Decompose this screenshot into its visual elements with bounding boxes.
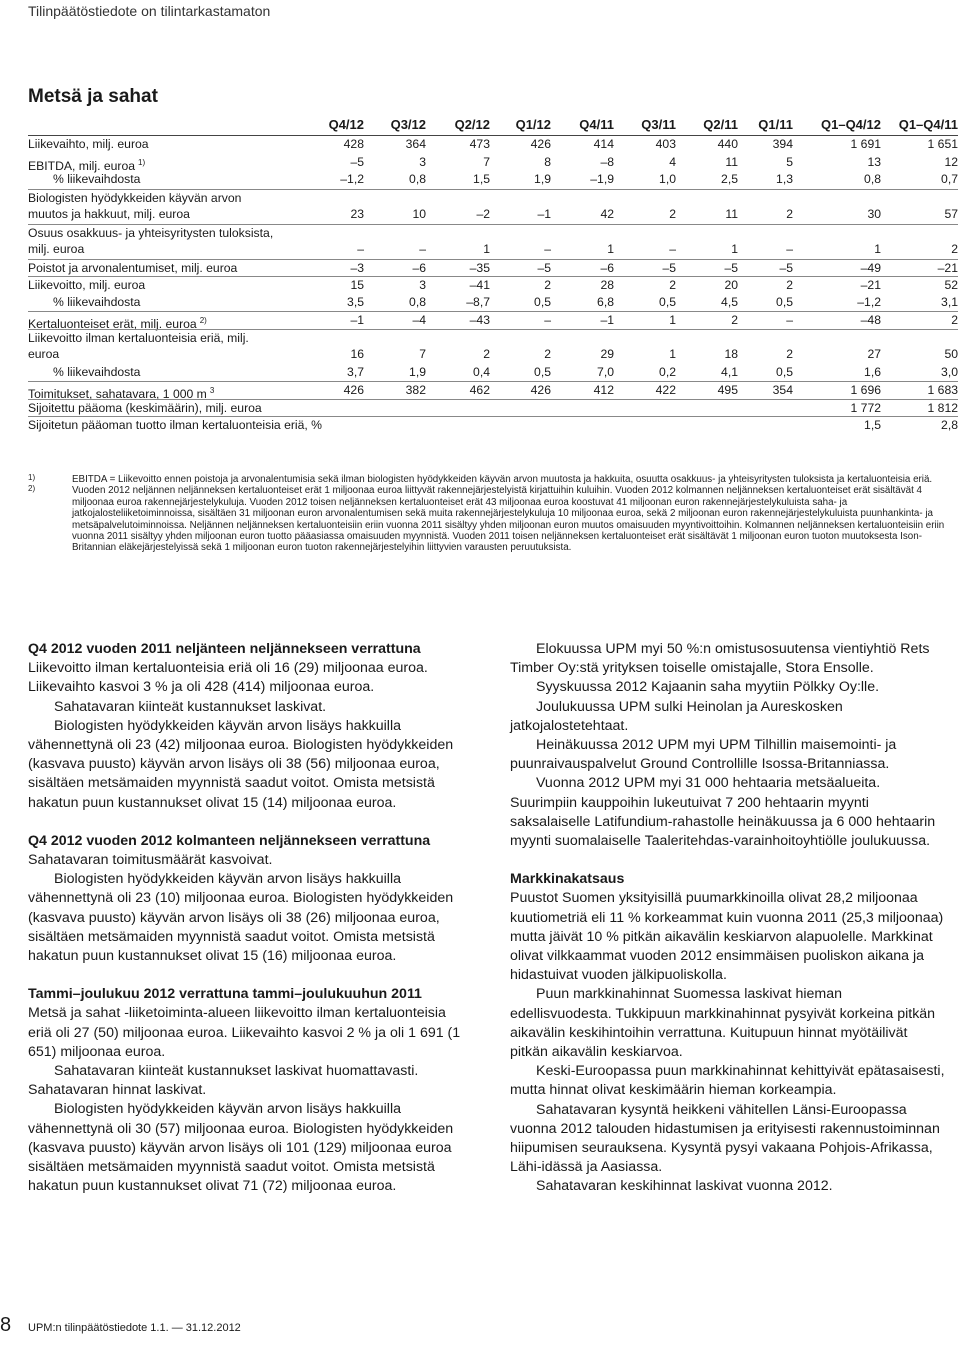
footnotes [28,474,958,554]
table-cell: 1 696 [850,383,881,397]
table-cell: 1 [874,242,881,256]
table-cell: 382 [405,383,426,397]
row-label: % liikevaihdosta [53,294,141,309]
row-label: muutos ja hakkuut, milj. euroa [28,207,190,221]
table-cell: 495 [717,383,738,397]
table-cell: –5 [724,260,738,275]
table-cell: 0,5 [776,294,793,309]
table-cell: 0,8 [864,172,881,186]
table-cell: –49 [860,260,881,275]
table-row [28,329,958,347]
table-row [28,346,958,364]
row-label: Sijoitettu pääoma (keskimäärin), milj. euroa [28,400,262,415]
table-cell: 4,1 [721,364,738,379]
paragraph: Metsä ja sahat -liiketoiminta-alueen liikevoitto ilman kertaluonteisia eriä oli 27 (50) miljoonaa euroa. Liikevaihto kasvoi 2 % ja oli 1 691 (1 651) miljoonaa euroa. [28,1005,461,1060]
table-cell: –8,7 [466,294,490,309]
table-cell: 16 [350,347,364,361]
table-row [28,364,958,382]
row-label: milj. euroa [28,242,85,256]
section-heading: Q4 2012 vuoden 2012 kolmanteen neljännekseen verrattuna [28,832,431,849]
row-label: % liikevaihdosta [53,172,141,186]
table-cell: –5 [662,260,676,275]
paragraph: Biologisten hyödykkeiden käyvän arvon lisäys hakkuilla vähennettynä oli 30 (57) miljoonaa euroa. Biologisten hyödykkeiden (kasvava puusto) käyvän arvon lisäys oli 101 (129) miljoonaa euroa sisältäen metsämaiden myynnistä saadut voitot. Omista metsistä hakatun puun kustannukset olivat 71 (72) miljoonaa euroa. [28,1101,454,1195]
table-cell: 20 [724,278,738,292]
table-cell: 0,5 [534,294,551,309]
row-label: Biologisten hyödykkeiden käyvän arvon [28,190,242,205]
column-header: Q1–Q4/12 [821,117,881,132]
table-cell: 57 [944,207,958,221]
left-text-column [28,640,464,1196]
table-cell: 0,7 [941,172,958,186]
table-cell: 3 [419,278,426,292]
table-cell: 1 812 [927,400,958,415]
paragraph: Sahatavaran kiinteät kustannukset laskivat. [54,698,327,715]
paragraph: Vuonna 2012 UPM myi 31 000 hehtaaria metsäalueita. Suurimpiin kauppoihin lukeutuivat 7 200 hehtaarin myynti saksalaiselle Latifundium-rahastolle heinäkuussa ja 6 000 hehtaarin myynti suomalaiselle Taaleritehdas-varainhoitoyhtiölle joulukuussa. [510,775,936,850]
table-cell: 0,4 [473,364,490,379]
table-cell: 0,5 [776,364,793,379]
table-header-row [28,114,958,136]
table-cell: – [669,242,676,256]
table-cell: 394 [772,137,793,151]
table-cell: – [544,313,551,327]
table-cell: 440 [717,137,738,151]
table-cell: 2 [669,278,676,292]
table-cell: –5 [350,154,364,169]
column-header: Q3/12 [390,117,426,132]
row-label: Osuus osakkuus- ja yhteisyritysten tuloksista, [28,225,274,240]
table-cell: 2,8 [941,418,958,432]
table-cell: 1 [669,313,676,327]
table-cell: 23 [350,207,364,221]
paragraph: Elokuussa UPM myi 50 %:n omistusosuutensa vientiyhtiö Rets Timber Oy:stä yrityksen toiselle omistajalle, Stora Ensolle. [510,641,930,677]
table-cell: 3,1 [941,294,958,309]
table-cell: 29 [600,347,614,361]
table-cell: 473 [469,137,490,151]
table-cell: 1 772 [850,400,881,415]
table-cell: 3 [419,154,426,169]
spacer [28,966,464,985]
table-cell: –1,2 [340,172,364,186]
table-cell: 7,0 [597,364,614,379]
table-cell: 30 [867,207,881,221]
column-header: Q1–Q4/11 [898,117,958,132]
table-cell: –1,9 [590,172,614,186]
table-cell: 2 [544,278,551,292]
table-row [28,416,958,434]
table-cell: 1,6 [864,364,881,379]
table-cell: –35 [469,260,490,275]
table-cell: 12 [944,154,958,169]
table-cell: 428 [343,137,364,151]
table-cell: 0,2 [659,364,676,379]
table-cell: –41 [469,278,490,292]
table-cell: 50 [944,347,958,361]
table-row [28,294,958,312]
table-row [28,381,958,402]
table-cell: –6 [412,260,426,275]
table-cell: 7 [483,154,490,169]
paragraph: Biologisten hyödykkeiden käyvän arvon lisäys hakkuilla vähennettynä oli 23 (42) miljoonaa euroa. Biologisten hyödykkeiden (kasvava puusto) käyvän arvon lisäys oli 38 (56) miljoonaa euroa, sisältäen metsämaiden myynnistä saadut voitot. Omista metsistä hakatun puun kustannukset olivat 15 (14) miljoonaa euroa. [28,717,454,811]
table-cell: 412 [593,383,614,397]
table-cell: 1 691 [850,137,881,151]
financial-table [28,114,958,434]
table-cell: 422 [655,383,676,397]
table-cell: 1,9 [534,172,551,186]
table-cell: – [786,313,793,327]
table-cell: 5 [786,154,793,169]
row-label: Kertaluonteiset erät, milj. euroa $^{2)}$ [28,316,207,332]
table-cell: 414 [593,137,614,151]
table-cell: 364 [405,137,426,151]
table-cell: 1,5 [864,418,881,432]
table-cell: 1 [483,242,490,256]
table-cell: 52 [944,278,958,292]
table-cell: –43 [469,313,490,327]
table-cell: 462 [469,383,490,397]
table-cell: 11 [725,207,738,221]
column-header: Q4/12 [328,117,364,132]
table-cell: 3,7 [347,364,364,379]
table-row [28,276,958,294]
row-label: Liikevoitto ilman kertaluonteisia eriä, milj. [28,330,249,345]
table-cell: 7 [419,347,426,361]
row-label: euroa [28,347,60,361]
table-cell: 1 651 [927,137,958,151]
table-cell: – [357,242,364,256]
table-cell: 2 [786,207,793,221]
table-cell: 1,9 [409,364,426,379]
table-cell: 0,8 [409,172,426,186]
footnote-marker: 1) [28,473,36,482]
paragraph: Heinäkuussa 2012 UPM myi UPM Tilhillin maisemointi- ja puunraivauspalvelut Ground Controllille Isossa-Britanniassa. [510,737,897,773]
table-cell: 1,3 [776,172,793,186]
table-row [28,399,958,417]
row-label: Liikevoitto, milj. euroa [28,278,146,292]
row-label: Poistot ja arvonalentumiset, milj. euroa [28,260,238,275]
table-cell: 2 [786,347,793,361]
table-cell: 4,5 [721,294,738,309]
column-header: Q4/11 [579,117,614,132]
paragraph: Sahatavaran keskihinnat laskivat vuonna 2012. [536,1178,833,1195]
row-label-superscript: 3 [209,386,215,395]
table-cell: 1 [669,347,676,361]
table-row [28,154,958,172]
table-row [28,171,958,189]
table-cell: 4 [669,154,676,169]
table-row [28,189,958,207]
footnote-marker: 2) [28,484,36,494]
table-cell: 1 [607,242,614,256]
table-cell: 8 [544,154,551,169]
section-heading: Q4 2012 vuoden 2011 neljänteen neljännekseen verrattuna [28,641,421,657]
table-cell: – [544,242,551,256]
table-cell: 2 [951,313,958,327]
table-cell: 13 [867,154,881,169]
table-cell: –6 [600,260,614,275]
paragraph: Sahatavaran kysyntä heikkeni vähitellen Länsi-Euroopassa vuonna 2012 talouden hidastumisen ja erityisesti rakennustoiminnan hiipumisen seurauksena. Kysyntä pysyi vakaana Pohjois-Afrikassa, Lähi-idässä ja Aasiassa. [510,1101,940,1176]
footnote-text: EBITDA = Liikevoitto ennen poistoja ja arvonalentumisia sekä ilman biologisten hyödykkeiden käyvän arvon muutosta ja hakkuita, osuutta osakkuus- ja yhteisyritysten tuloksista ja kertaluonteisia eriä. [72,474,933,485]
spacer [510,851,946,870]
section-title: Metsä ja sahat [28,86,158,107]
column-header: Q2/11 [703,117,738,132]
table-cell: 18 [724,347,738,361]
table-cell: – [786,242,793,256]
paragraph: Puustot Suomen yksityisillä puumarkkinoilla olivat 28,2 miljoonaa kuutiometriä eli 11 % korkeammat kuin vuonna 2011 (25,3 miljoonaa) mutta jäivät 10 % pitkän aikavälin keskiarvon alapuolelle. Markkinat olivat vilkkaammat vuoden 2012 ensimmäisen puoliskon aikana ja hidastuivat vuoden jälkipuoliskolla. [510,890,944,984]
table-cell: –3 [350,260,364,275]
footnote-text: Vuoden 2012 neljännen neljänneksen kertaluonteiset erät 1 miljoonaa euroa liittyvät rakennejärjestelyistä kirjattuihin kuluihin. Vuoden 2012 kolmannen neljänneksen kertaluonteiset erät sisältävät 4 miljoonaa euroa rakennejärjestelykuluja. Vuoden 2012 toisen neljänneksen kertaluonteiset erät 43 miljoonaa euroa koostuvat 41 miljoonan euron rakennejärjestelykuluista saha- ja jatkojalosteliiketoiminnoissa, sisältäen 31 miljoonan euron arvonalentumisen sekä muita rakennejärjestelykuluja 10 miljoonaa euroa, sekä 2 miljoonan euron rakennejärjestelykuluista puunhankinta- ja metsäpalvelutoiminnoissa. Neljännen neljänneksen kertaluonteisiin eriin vuonna 2011 sisältyy yhden miljoonan euron muutos omaisuuden myyntivoittoihin. Kolmannen neljänneksen kertaluonteisiin eriin vuonna 2011 sisältyy yhden miljoonan euron tuotto pääasiassa omaisuuden myynnistä. Vuoden 2011 toisen neljänneksen kertaluonteiset erät sisältävät 1 miljoonan euron tuoton muutoksesta Ison-Britannian eläkejärjestelyissä sekä 1 miljoonan euron tuoton rakennejärjestelyihin liittyvien varausten peruutuksista. [72,485,945,554]
table-cell: –1 [600,313,614,327]
table-cell: 354 [772,383,793,397]
table-cell: 1 683 [927,383,958,397]
table-row [28,259,958,277]
table-cell: –1 [350,313,364,327]
table-cell: 2 [951,242,958,256]
table-cell: 6,8 [597,294,614,309]
table-cell: –21 [937,260,958,275]
table-row [28,241,958,259]
column-header: Q3/11 [641,117,676,132]
column-header: Q1/11 [758,117,793,132]
row-label: % liikevaihdosta [53,364,141,379]
table-cell: –21 [860,278,881,292]
table-cell: 28 [600,278,614,292]
table-cell: 0,8 [409,294,426,309]
table-cell: 403 [655,137,676,151]
paragraph: Biologisten hyödykkeiden käyvän arvon lisäys hakkuilla vähennettynä oli 23 (10) miljoonaa euroa. Biologisten hyödykkeiden (kasvava puusto) käyvän arvon lisäys oli 38 (26) miljoonaa euroa, sisältäen metsämaiden myynnistä saadut voitot. Omista metsistä hakatun puun kustannukset olivat 15 (16) miljoonaa euroa. [28,871,454,965]
table-cell: 10 [412,207,426,221]
table-cell: 0,5 [659,294,676,309]
table-cell: 3,0 [941,364,958,379]
table-cell: 2 [544,347,551,361]
table-cell: –1,2 [857,294,881,309]
table-cell: 1 [731,242,738,256]
column-header: Q2/12 [454,117,490,132]
table-row [28,206,958,224]
table-cell: –8 [600,154,614,169]
table-cell: 426 [343,383,364,397]
table-row [28,224,958,242]
table-cell: –2 [476,207,490,221]
column-header: Q1/12 [515,117,551,132]
table-cell: 426 [530,137,551,151]
page-number: 8 [0,1314,12,1336]
spacer [28,813,464,832]
table-cell: 1,0 [659,172,676,186]
paragraph: Syyskuussa 2012 Kajaanin saha myytiin Pölkky Oy:lle. [536,679,880,696]
row-label-superscript: 2) [199,316,207,325]
table-row [28,136,958,154]
row-label-superscript: 1) [138,157,146,167]
table-cell: – [419,242,426,256]
table-cell: 3,5 [347,294,364,309]
table-cell: 15 [350,278,364,292]
footnote [28,485,958,553]
table-cell: –4 [412,313,426,327]
right-text-column [510,640,946,1197]
table-cell: 11 [725,154,738,169]
row-label: Sijoitetun pääoman tuotto ilman kertaluonteisia eriä, % [28,418,323,432]
row-label: Liikevaihto, milj. euroa [28,137,149,151]
paragraph: Puun markkinahinnat Suomessa laskivat hieman edellisvuodesta. Tukkipuun markkinahinnat pysyivät korkeina pitkän aikavälin keskihintoihin verrattuna. Kuitupuun hinnat myötäilivät pitkän aikavälin keskiarvoa. [510,986,936,1061]
table-cell: 42 [600,207,614,221]
paragraph: Joulukuussa UPM sulki Heinolan ja Aureskosken jatkojalostetehtaat. [510,698,843,734]
paragraph: Liikevoitto ilman kertaluonteisia eriä oli 16 (29) miljoonaa euroa. Liikevaihto kasvoi 3 % ja oli 428 (414) miljoonaa euroa. [28,660,428,696]
table-cell: 2,5 [721,172,738,186]
header-note: Tilinpäätöstiedote on tilintarkastamaton [28,3,271,19]
footer-text: UPM:n tilinpäätöstiedote 1.1. — 31.12.2012 [28,1322,241,1334]
table-cell: –48 [860,313,881,327]
row-label: Toimitukset, sahatavara, 1 000 m $^3$ [28,386,215,402]
paragraph: Sahatavaran kiinteät kustannukset laskivat huomattavasti. Sahatavaran hinnat laskivat. [28,1063,419,1099]
table-row [28,311,958,332]
table-cell: 2 [731,313,738,327]
paragraph: Keski-Euroopassa puun markkinahinnat kehittyivät epätasaisesti, mutta hinnat olivat keskimäärin hieman korkeampia. [510,1063,945,1099]
table-cell: 2 [483,347,490,361]
paragraph: Sahatavaran toimitusmäärät kasvoivat. [28,852,273,869]
table-cell: –1 [537,207,551,221]
section-heading: Tammi–joulukuu 2012 verrattuna tammi–joulukuuhun 2011 [28,986,422,1003]
table-cell: 27 [867,347,881,361]
table-cell: 0,5 [534,364,551,379]
table-cell: –5 [779,260,793,275]
table-cell: 2 [669,207,676,221]
table-cell: 2 [786,278,793,292]
table-cell: 1,5 [473,172,490,186]
table-cell: –5 [537,260,551,275]
section-heading: Markkinakatsaus [510,871,625,888]
footnote [28,474,958,485]
table-cell: 426 [530,383,551,397]
row-label: EBITDA, milj. euroa $^{1)}$ [28,157,146,173]
